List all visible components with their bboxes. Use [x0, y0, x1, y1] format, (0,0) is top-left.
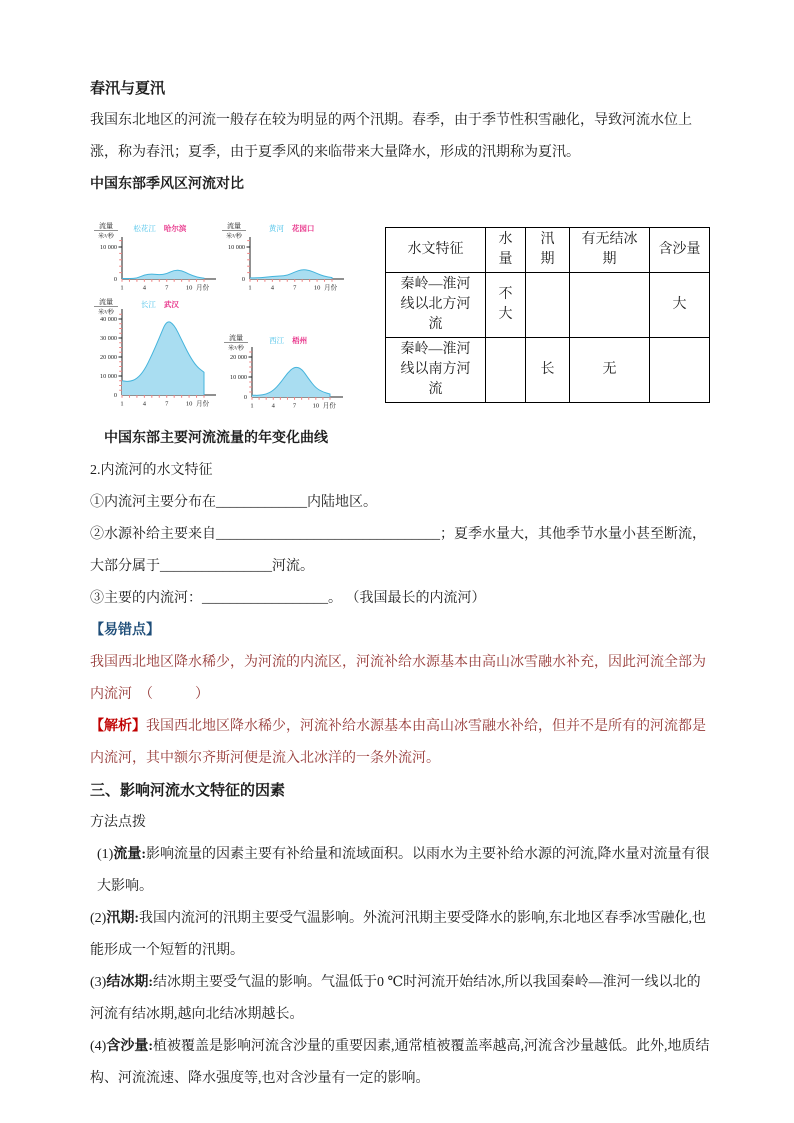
svg-text:松花江: 松花江: [133, 224, 156, 233]
point-text: 影响流量的因素主要有补给量和流域面积。以雨水为主要补给水源的河流,降水量对流量有很大影响。: [97, 847, 710, 894]
svg-text:1: 1: [248, 284, 252, 292]
svg-text:黄河: 黄河: [268, 224, 284, 233]
intro-paragraph: 我国东北地区的河流一般存在较为明显的两个汛期。春季，由于季节性积雪融化，导致河流水位上涨，称为春汛；夏季，由于夏季风的来临带来大量降水，形成的汛期称为夏汛。: [90, 113, 692, 160]
svg-text:哈尔滨: 哈尔滨: [163, 224, 187, 233]
svg-text:花园口: 花园口: [291, 224, 315, 233]
hydrology-comparison-table-wrap: [385, 227, 709, 403]
method-tips-label: 方法点拨: [90, 815, 146, 830]
method-point-flow: [90, 839, 710, 903]
analysis-text: 我国西北地区降水稀少，河流补给水源基本由高山冰雪融水补给，但并不是所有的河流都是内流河，其中额尔齐斯河便是流入北冰洋的一条外流河。: [90, 719, 706, 766]
table-row: [386, 338, 710, 403]
point-prefix: (3): [90, 975, 107, 990]
mistake-point-label-line: [90, 615, 710, 647]
flow-chart-xijiang: [222, 331, 346, 421]
table-header-row: [386, 228, 710, 273]
svg-text:0: 0: [113, 276, 117, 284]
svg-text:米³/秒: 米³/秒: [98, 233, 114, 240]
svg-text:1: 1: [250, 402, 254, 410]
svg-text:月份: 月份: [322, 402, 336, 410]
table-cell: 不大: [486, 273, 526, 338]
point-term: 含沙量:: [106, 1039, 153, 1054]
svg-text:10: 10: [312, 402, 320, 410]
method-point-flood-season: [90, 903, 710, 967]
analysis-paragraph: [90, 711, 710, 775]
svg-text:4: 4: [270, 284, 274, 292]
svg-text:30 000: 30 000: [99, 335, 117, 343]
svg-text:7: 7: [165, 400, 169, 408]
svg-text:40 000: 40 000: [99, 316, 117, 324]
hydrology-comparison-table: [385, 227, 710, 403]
table-header-cell: 水文特征: [386, 228, 486, 273]
point-prefix: (2): [90, 911, 107, 926]
svg-text:月份: 月份: [324, 284, 338, 292]
method-point-ice-period: [90, 967, 710, 1031]
svg-text:10: 10: [185, 284, 193, 292]
river-flow-figure: [90, 211, 710, 423]
point-term: 流量:: [113, 847, 146, 862]
svg-text:流量: 流量: [99, 222, 113, 230]
inland-river-blank-3: ③主要的内流河：__________________。 （我国最长的内流河）: [90, 591, 486, 606]
table-row: [386, 273, 710, 338]
table-cell: 秦岭—淮河线以南方河流: [386, 338, 486, 403]
svg-text:7: 7: [165, 284, 169, 292]
flow-chart-svg: [92, 219, 219, 303]
svg-text:米³/秒: 米³/秒: [98, 309, 114, 316]
flow-chart-svg: [220, 219, 347, 303]
flow-chart-svg: [92, 295, 219, 421]
svg-text:梧州: 梧州: [292, 336, 308, 345]
inland-river-heading: 2.内流河的水文特征: [90, 463, 213, 478]
table-header-cell: 汛期: [526, 228, 570, 273]
svg-text:米³/秒: 米³/秒: [228, 345, 244, 352]
analysis-label: 【解析】: [90, 719, 146, 734]
svg-text:0: 0: [113, 392, 117, 400]
point-term: 汛期:: [106, 911, 139, 926]
figure-caption: 中国东部主要河流流量的年变化曲线: [104, 431, 328, 446]
point-term: 结冰期:: [106, 975, 153, 990]
svg-text:流量: 流量: [229, 334, 243, 342]
svg-text:10 000: 10 000: [99, 244, 117, 252]
svg-text:0: 0: [243, 394, 247, 402]
svg-text:10 000: 10 000: [227, 244, 245, 252]
section-heading-spring-summer-flood: 春汛与夏汛: [90, 81, 166, 97]
table-header-cell: 有无结冰期: [570, 228, 650, 273]
point-text: 结冰期主要受气温的影响。气温低于0 ℃时河流开始结冰,所以我国秦岭—淮河一线以北的河流有结冰期,越向北结冰期越长。: [90, 975, 701, 1022]
table-cell: [650, 338, 710, 403]
table-cell: [486, 338, 526, 403]
table-cell: [526, 273, 570, 338]
table-cell: [570, 273, 650, 338]
svg-text:4: 4: [142, 400, 146, 408]
table-header-cell: 水量: [486, 228, 526, 273]
svg-text:20 000: 20 000: [229, 354, 247, 362]
svg-text:7: 7: [293, 284, 297, 292]
point-prefix: (4): [90, 1039, 107, 1054]
table-cell: 秦岭—淮河线以北方河流: [386, 273, 486, 338]
svg-text:西江: 西江: [269, 336, 285, 345]
svg-text:10 000: 10 000: [229, 374, 247, 382]
method-point-sediment: [90, 1031, 710, 1095]
point-text: 植被覆盖是影响河流含沙量的重要因素,通常植被覆盖率越高,河流含沙量越低。此外,地质结构、河流流速、降水强度等,也对含沙量有一定的影响。: [90, 1039, 710, 1086]
table-cell: 长: [526, 338, 570, 403]
svg-text:20 000: 20 000: [99, 354, 117, 362]
svg-text:月份: 月份: [196, 400, 210, 408]
flow-chart-huanghe: [220, 219, 347, 303]
point-prefix: (1): [97, 847, 114, 862]
mistake-question: 我国西北地区降水稀少，为河流的内流区，河流补给水源基本由高山冰雪融水补充，因此河流全部为内流河 （ ）: [90, 655, 706, 702]
svg-text:米³/秒: 米³/秒: [226, 233, 242, 240]
table-cell: 大: [650, 273, 710, 338]
svg-text:1: 1: [120, 284, 124, 292]
flow-chart-songhuajiang: [92, 219, 219, 303]
svg-text:4: 4: [271, 402, 275, 410]
flow-chart-svg: [222, 331, 346, 421]
point-text: 我国内流河的汛期主要受气温影响。外流河汛期主要受降水的影响,东北地区春季冰雪融化,也能形成一个短暂的汛期。: [90, 911, 706, 958]
table-cell: 无: [570, 338, 650, 403]
svg-text:7: 7: [292, 402, 297, 410]
flow-chart-changjiang: [92, 295, 219, 421]
svg-text:月份: 月份: [196, 284, 210, 292]
svg-text:流量: 流量: [227, 222, 241, 230]
svg-text:10 000: 10 000: [99, 373, 117, 381]
svg-text:0: 0: [241, 276, 245, 284]
inland-river-blank-1: ①内流河主要分布在_____________内陆地区。: [90, 495, 377, 510]
svg-text:1: 1: [120, 400, 124, 408]
svg-text:10: 10: [313, 284, 321, 292]
inland-river-blank-2: ②水源补给主要来自________________________________；夏季水量大，其他季节水量小甚至断流，大部分属于________________河流。: [90, 527, 706, 574]
svg-text:流量: 流量: [99, 298, 113, 306]
svg-text:4: 4: [142, 284, 146, 292]
mistake-point-label: 【易错点】: [90, 623, 160, 638]
table-header-cell: 含沙量: [650, 228, 710, 273]
svg-text:10: 10: [185, 400, 193, 408]
subheading-monsoon-river-comparison: 中国东部季风区河流对比: [90, 177, 244, 192]
svg-text:长江: 长江: [140, 300, 156, 309]
svg-text:武汉: 武汉: [163, 300, 179, 309]
section-heading-factors: 三、影响河流水文特征的因素: [90, 783, 286, 799]
